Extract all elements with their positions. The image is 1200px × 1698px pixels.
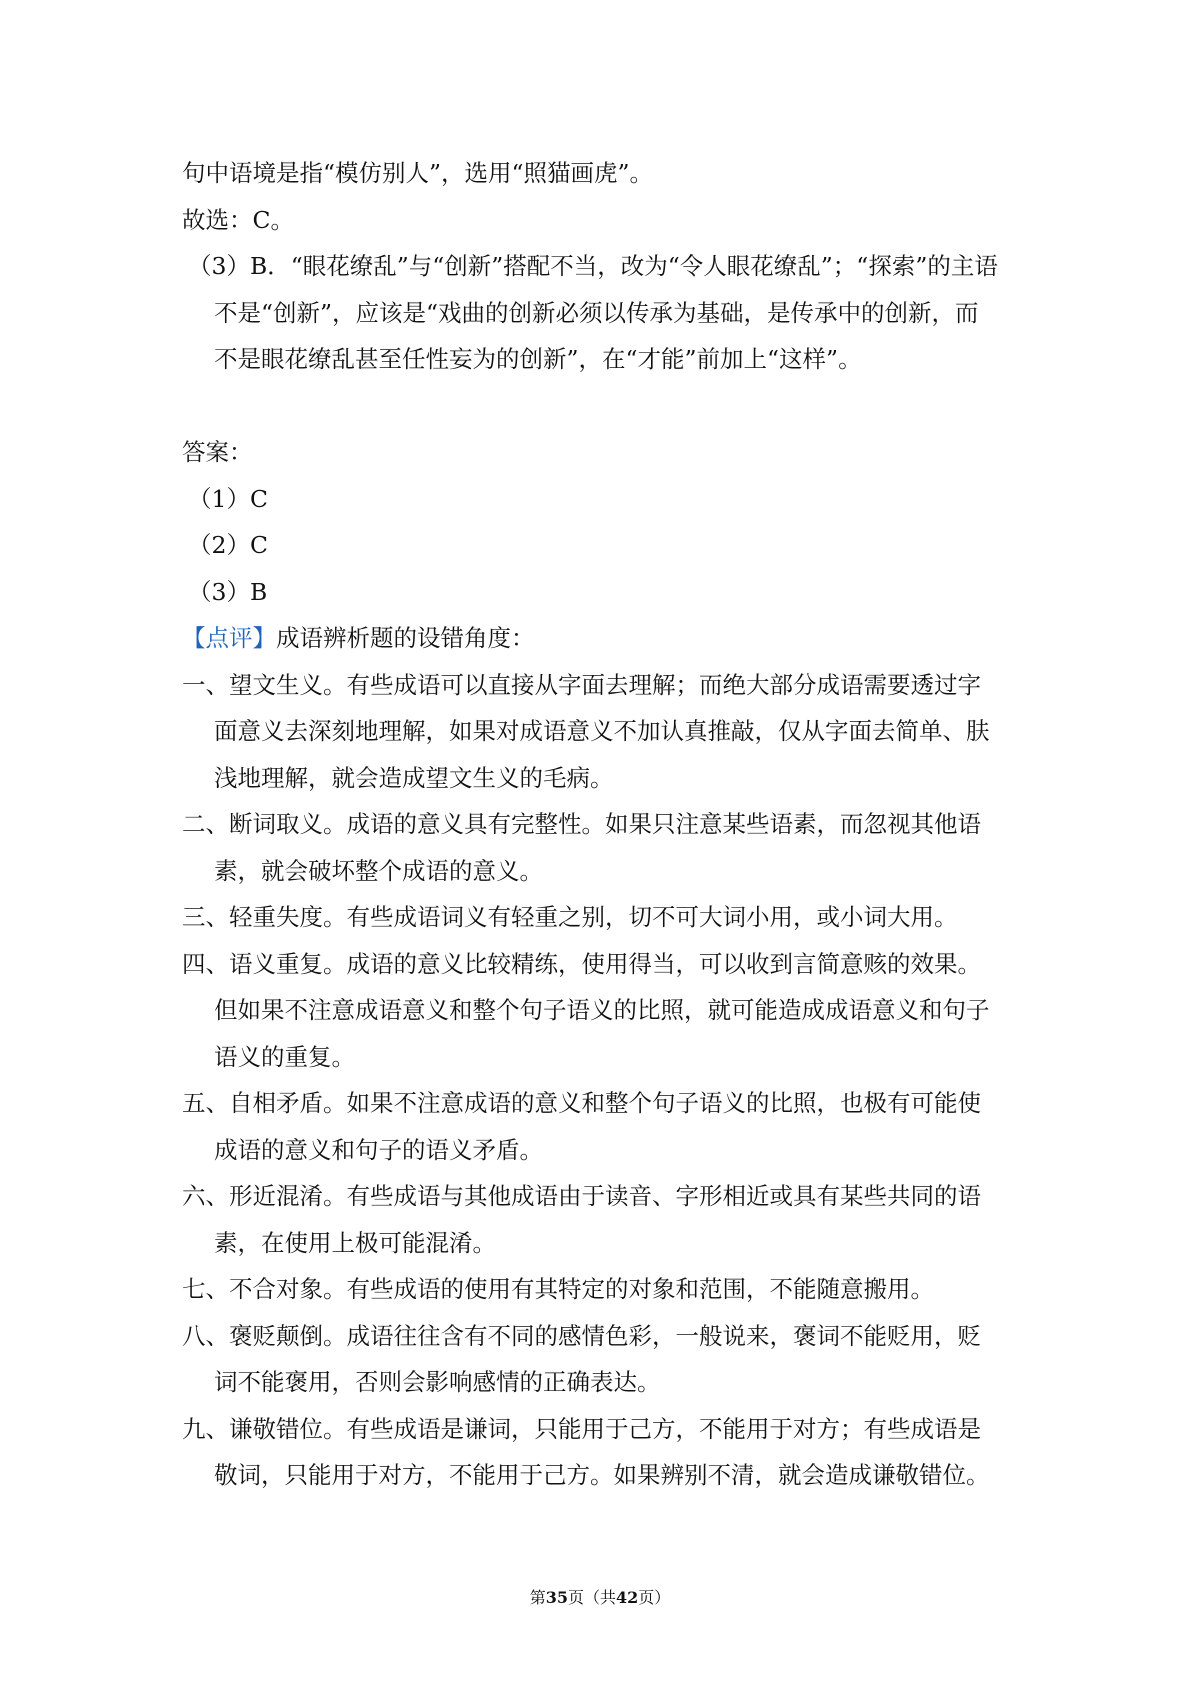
answer-heading: 答案： (182, 438, 253, 466)
review-point-line: 二、断词取义。成语的意义具有完整性。如果只注意某些语素，而忽视其他语 (182, 810, 981, 838)
review-point-1 (182, 662, 1032, 802)
review-point-line: 但如果不注意成语意义和整个句子语义的比照，就可能造成成语意义和句子 (214, 996, 990, 1024)
review-point-line: 四、语义重复。成语的意义比较精练，使用得当，可以收到言简意赅的效果。 (182, 949, 981, 978)
analysis-line-1: 句中语境是指“模仿别人”，选用“照猫画虎”。 (182, 159, 654, 187)
footer-page-number: 35 (545, 1588, 568, 1607)
review-point-line: 三、轻重失度。有些成语词义有轻重之别，切不可大词小用，或小词大用。 (182, 903, 958, 931)
review-intro: 成语辨析题的设错角度： (276, 624, 535, 652)
page-content (182, 150, 1032, 1499)
review-point-line: 六、形近混淆。有些成语与其他成语由于读音、字形相近或具有某些共同的语 (182, 1182, 981, 1210)
footer-middle: 页（共 (567, 1588, 616, 1607)
analysis-item-3-line-3: 不是眼花缭乱甚至任性妄为的创新”，在“才能”前加上“这样”。 (214, 345, 862, 373)
review-point-8 (182, 1313, 1032, 1406)
review-point-line: 浅地理解，就会造成望文生义的毛病。 (214, 763, 614, 792)
analysis-item-3-line-2: 不是“创新”，应该是“戏曲的创新必须以传承为基础，是传承中的创新，而 (214, 298, 979, 327)
review-point-line: 素，在使用上极可能混淆。 (214, 1228, 496, 1257)
review-point-line: 语义的重复。 (214, 1042, 355, 1071)
review-point-line: 九、谦敬错位。有些成语是谦词，只能用于己方，不能用于对方；有些成语是 (182, 1414, 981, 1443)
answer-item-1: （1）C (188, 484, 268, 513)
review-point-4 (182, 941, 1032, 1081)
answer-item-3: （3）B (188, 577, 268, 606)
footer-suffix: 页） (638, 1588, 671, 1607)
analysis-item-3-line-1: （3）B．“眼花缭乱”与“创新”搭配不当，改为“令人眼花缭乱”；“探索”的主语 (188, 252, 998, 280)
review-point-3 (182, 894, 1032, 941)
review-point-line: 素，就会破坏整个成语的意义。 (214, 856, 543, 885)
review-point-5 (182, 1080, 1032, 1173)
review-point-line: 五、自相矛盾。如果不注意成语的意义和整个句子语义的比照，也极有可能使 (182, 1089, 981, 1117)
spacer (182, 383, 1032, 430)
review-point-line: 七、不合对象。有些成语的使用有其特定的对象和范围，不能随意搬用。 (182, 1275, 934, 1303)
review-point-2 (182, 801, 1032, 894)
review-point-9 (182, 1406, 1032, 1499)
analysis-line-2: 故选：C。 (182, 205, 294, 234)
footer-total-pages: 42 (616, 1588, 639, 1607)
review-point-line: 词不能褒用，否则会影响感情的正确表达。 (214, 1368, 661, 1396)
review-heading (182, 615, 1032, 662)
review-point-line: 一、望文生义。有些成语可以直接从字面去理解；而绝大部分成语需要透过字 (182, 670, 981, 699)
footer-prefix: 第 (529, 1588, 546, 1607)
review-point-line: 敬词，只能用于对方，不能用于己方。如果辨别不清，就会造成谦敬错位。 (214, 1461, 990, 1489)
review-point-line: 八、褒贬颠倒。成语往往含有不同的感情色彩，一般说来，褒词不能贬用，贬 (182, 1321, 981, 1350)
review-point-line: 成语的意义和句子的语义矛盾。 (214, 1135, 543, 1164)
review-tag: 【点评】 (182, 624, 276, 652)
answer-item-2: （2）C (188, 531, 268, 559)
review-point-7 (182, 1266, 1032, 1313)
review-point-6 (182, 1173, 1032, 1266)
review-point-line: 面意义去深刻地理解，如果对成语意义不加认真推敲，仅从字面去简单、肤 (214, 717, 990, 745)
page-footer (0, 1587, 1200, 1609)
